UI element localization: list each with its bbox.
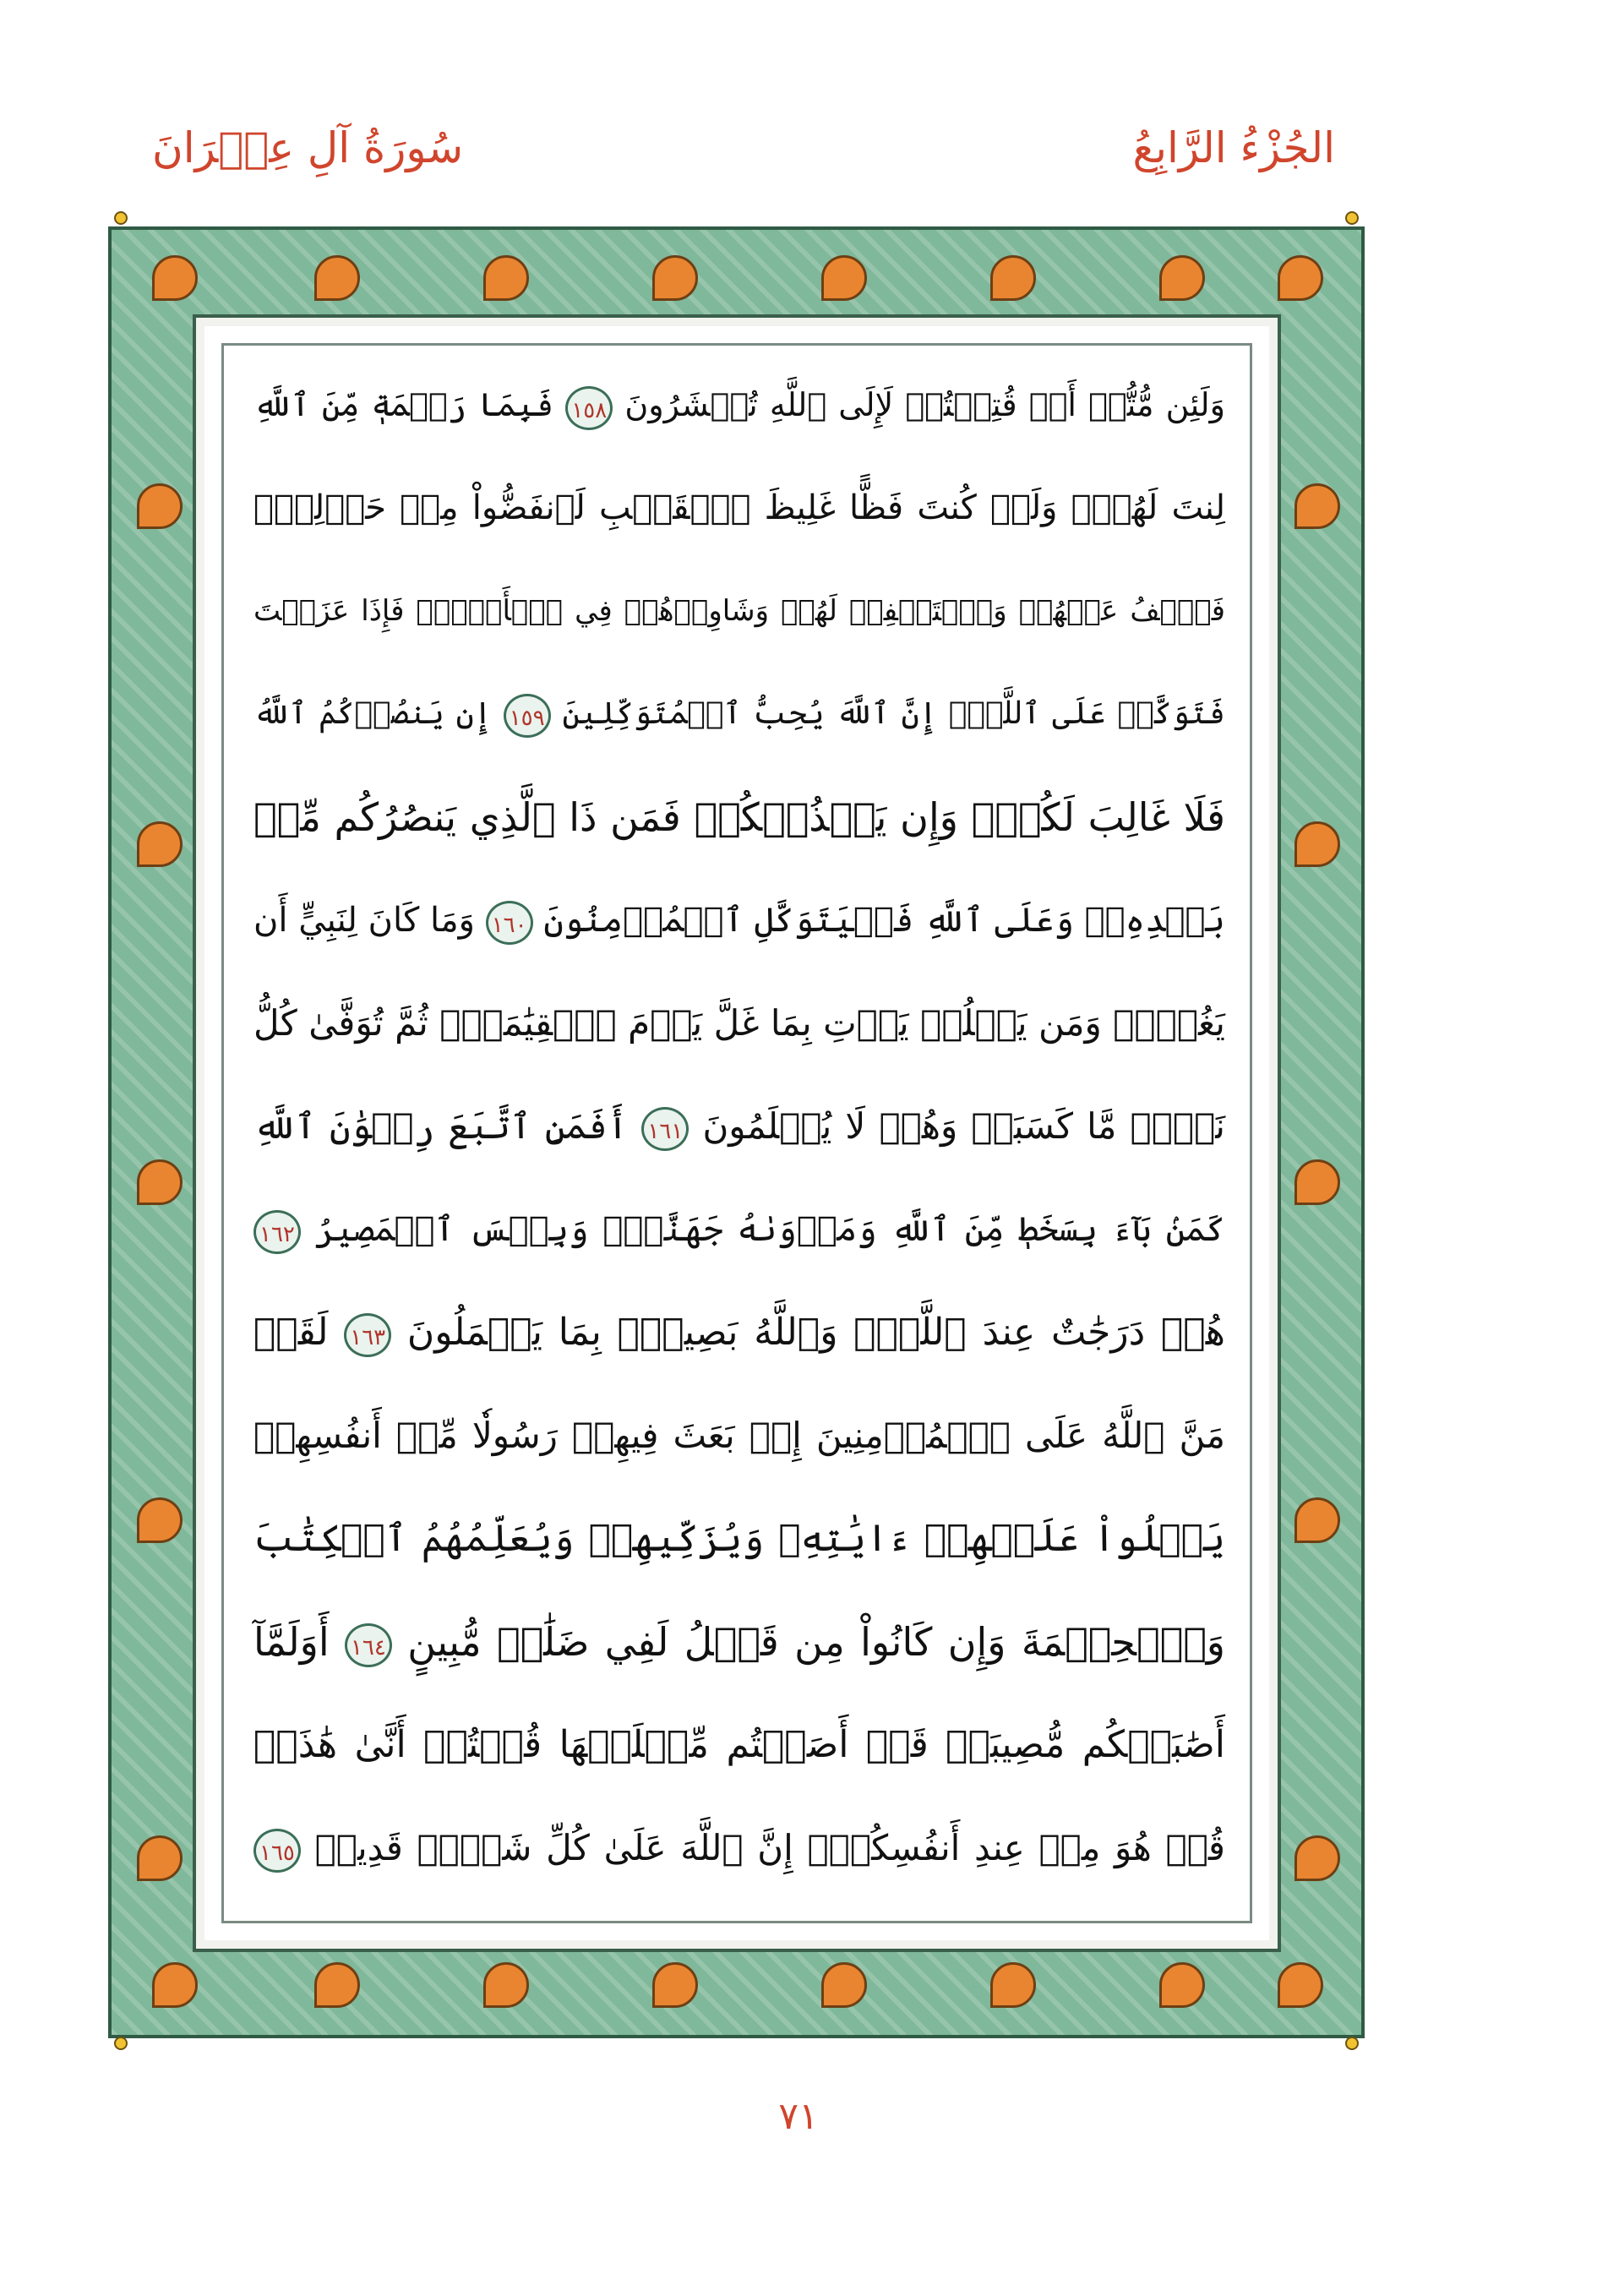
surah-title: سُورَةُ آلِ عِمۡرَانَ (152, 123, 464, 172)
text-line: يَغُلَّۚ وَمَن يَغۡلُلۡ يَأۡتِ بِمَا غَلَّ يَوۡمَ ٱلۡقِيَٰمَةِۚ ثُمَّ تُوَفَّىٰ كُلُّ (253, 1002, 1225, 1044)
text-line: بَعۡدِهِۦۗ وَعَلَى ٱللَّهِ فَلۡيَتَوَكَّلِ ٱلۡمُؤۡمِنُونَ ١٦٠ وَمَا كَانَ لِنَبِيٍّ أَن (253, 870, 1225, 970)
frame-ornament-icon (1294, 483, 1340, 529)
frame-ornament-icon (314, 1962, 360, 2008)
verse-marker: ١٥٨ (565, 386, 613, 430)
frame-ornament-icon (652, 255, 698, 301)
frame-ornament-icon (152, 255, 198, 301)
frame-ornament-icon (990, 1962, 1036, 2008)
text-line: قُلۡ هُوَ مِنۡ عِندِ أَنفُسِكُمۡۗ إِنَّ ٱللَّهَ عَلَىٰ كُلِّ شَيۡءٖ قَدِيرٞ ١٦٥ (253, 1798, 1225, 1898)
frame-ornament-icon (137, 821, 183, 867)
quran-text (253, 355, 1225, 1918)
verse-marker: ١٦٢ (253, 1210, 301, 1254)
frame-ornament-icon (137, 1835, 183, 1881)
verse-marker: ١٦٤ (345, 1623, 392, 1667)
page-header (135, 110, 1335, 186)
text-line: لِنتَ لَهُمۡۖ وَلَوۡ كُنتَ فَظًّا غَلِيظَ ٱلۡقَلۡبِ لَٱنفَضُّواْ مِنۡ حَوۡلِكَۖ (253, 488, 1226, 527)
border-knob-icon (1345, 211, 1359, 225)
verse-marker: ١٦١ (641, 1107, 689, 1151)
text-line: هُمۡ دَرَجَٰتٌ عِندَ ٱللَّهِۗ وَٱللَّهُ بَصِيرُۢ بِمَا يَعۡمَلُونَ ١٦٣ لَقَدۡ (253, 1283, 1225, 1383)
text-line: كَمَنۢ بَآءَ بِسَخَطٖ مِّنَ ٱللَّهِ وَمَأۡوَىٰهُ جَهَنَّمُۖ وَبِئۡسَ ٱلۡمَصِيرُ ١٦٢ (253, 1180, 1225, 1279)
frame-ornament-icon (314, 255, 360, 301)
frame-ornament-icon (152, 1962, 198, 2008)
frame-ornament-icon (990, 255, 1036, 301)
frame-ornament-icon (1294, 1497, 1340, 1543)
border-knob-icon (1345, 2037, 1359, 2050)
text-line: وَٱلۡحِكۡمَةَ وَإِن كَانُواْ مِن قَبۡلُ لَفِي ضَلَٰلٖ مُّبِينٍ ١٦٤ أَوَلَمَّآ (253, 1592, 1225, 1692)
frame-ornament-icon (1159, 1962, 1205, 2008)
frame-ornament-icon (821, 1962, 867, 2008)
page-number: ٧١ (778, 2095, 819, 2138)
text-line: فَلَا غَالِبَ لَكُمۡۖ وَإِن يَخۡذُلۡكُمۡ فَمَن ذَا ٱلَّذِي يَنصُرُكُم مِّنۢ (253, 794, 1225, 840)
frame-ornament-icon (652, 1962, 698, 2008)
border-knob-icon (114, 211, 128, 225)
frame-ornament-icon (137, 1497, 183, 1543)
text-line: مَنَّ ٱللَّهُ عَلَى ٱلۡمُؤۡمِنِينَ إِذۡ بَعَثَ فِيهِمۡ رَسُولٗا مِّنۡ أَنفُسِهِمۡ (253, 1415, 1225, 1456)
text-line: نَفۡسٖ مَّا كَسَبَتۡ وَهُمۡ لَا يُظۡلَمُونَ ١٦١ أَفَمَنِ ٱتَّبَعَ رِضۡوَٰنَ ٱللَّهِ (253, 1077, 1225, 1176)
frame-ornament-icon (1294, 1835, 1340, 1881)
text-line: فَٱعۡفُ عَنۡهُمۡ وَٱسۡتَغۡفِرۡ لَهُمۡ وَشَاوِرۡهُمۡ فِي ٱلۡأَمۡرِۖ فَإِذَا عَزَمۡتَ (253, 594, 1225, 628)
verse-marker: ١٦٣ (344, 1313, 391, 1357)
frame-ornament-icon (137, 483, 183, 529)
frame-ornament-icon (821, 255, 867, 301)
text-line: وَلَئِن مُّتُّمۡ أَوۡ قُتِلۡتُمۡ لَإِلَى ٱللَّهِ تُحۡشَرُونَ ١٥٨ فَبِمَا رَحۡمَةٖ مِّنَ ٱللَّهِ (253, 355, 1225, 455)
verse-marker: ١٦٥ (253, 1829, 301, 1873)
frame-ornament-icon (137, 1159, 183, 1205)
text-line: فَتَوَكَّلۡ عَلَى ٱللَّهِۚ إِنَّ ٱللَّهَ يُحِبُّ ٱلۡمُتَوَكِّلِينَ ١٥٩ إِن يَنصُرۡكُمُ ٱللَّهُ (253, 664, 1225, 764)
frame-ornament-icon (1278, 255, 1323, 301)
text-line: أَصَٰبَتۡكُم مُّصِيبَةٞ قَدۡ أَصَبۡتُم مِّثۡلَيۡهَا قُلۡتُمۡ أَنَّىٰ هَٰذَاۖ (253, 1723, 1225, 1766)
juz-title: الجُزْءُ الرَّابِعُ (1132, 123, 1335, 172)
frame-ornament-icon (483, 255, 529, 301)
verse-marker: ١٥٩ (504, 694, 551, 738)
frame-ornament-icon (1294, 1159, 1340, 1205)
text-line: يَتۡلُواْ عَلَيۡهِمۡ ءَايَٰتِهِۦ وَيُزَكِّيهِمۡ وَيُعَلِّمُهُمُ ٱلۡكِتَٰبَ (253, 1517, 1225, 1560)
frame-ornament-icon (1278, 1962, 1323, 2008)
frame-ornament-icon (1294, 821, 1340, 867)
border-knob-icon (114, 2037, 128, 2050)
frame-ornament-icon (483, 1962, 529, 2008)
verse-marker: ١٦٠ (486, 901, 533, 945)
frame-ornament-icon (1159, 255, 1205, 301)
